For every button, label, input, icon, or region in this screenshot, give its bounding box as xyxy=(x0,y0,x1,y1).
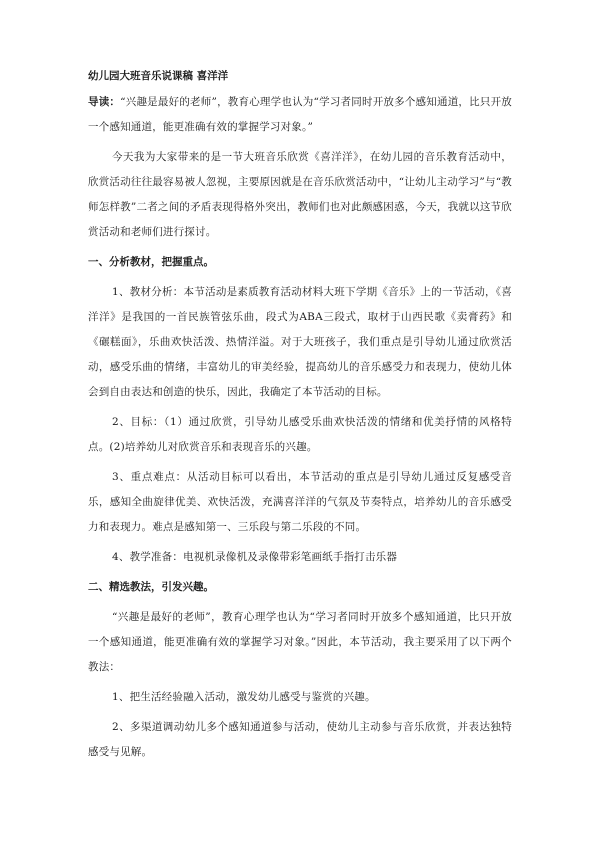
section-2-heading: 二、精选教法，引发兴趣。 xyxy=(88,581,214,593)
intro-text: “兴趣是最好的老师”，教育心理学也认为“学习者同时开放多个感知通道，比只开放一个感知通道，能更准确有效的掌握学习对象。” xyxy=(88,96,512,133)
document-title: 幼儿园大班音乐说课稿 喜洋洋 xyxy=(88,70,229,82)
section-2-paragraph-3: 2、多渠道调动幼儿多个感知通道参与活动，使幼儿主动参与音乐欣赏，并表达独特感受与见解。 xyxy=(88,721,512,758)
section-2-paragraph-1: “兴趣是最好的老师”，教育心理学也认为“学习者同时开放多个感知通道，比只开放一个感知通道，能更准确有效的掌握学习对象。”因此，本节活动，我主要采用了以下两个教法： xyxy=(88,611,512,673)
section-2-paragraph-2: 1、把生活经验融入活动，激发幼儿感受与鉴赏的兴趣。 xyxy=(112,691,376,703)
intro-paragraph-2: 今天我为大家带来的是一节大班音乐欣赏《喜洋洋》，在幼儿园的音乐教育活动中，欣赏活动往往最容易被人忽视，主要原因就是在音乐欣赏活动中，“让幼儿主动学习”与“教师怎样教”二者之间的矛盾表现得格外突出，教师们也对此颇感困惑，今天，我就以这节欣赏活动和老师们进行探讨。 xyxy=(88,151,512,238)
section-1-heading: 一、分析教材，把握重点。 xyxy=(88,256,214,268)
intro-label: 导读： xyxy=(88,96,121,108)
section-1-paragraph-1: 1、教材分析：本节活动是素质教育活动材料大班下学期《音乐》上的一节活动，《喜洋洋》是我国的一首民族管弦乐曲，段式为ABA三段式，取材于山西民歌《卖膏药》和《碾糕面》，乐曲欢快活泼、热情洋溢。对于大班孩子，我们重点是引导幼儿通过欣赏活动，感受乐曲的情绪，丰富幼儿的审美经验，提高幼儿的音乐感受力和表现力，使幼儿体会到自由表达和创造的快乐，因此，我确定了本节活动的目标。 xyxy=(88,286,512,398)
intro-paragraph xyxy=(88,90,512,140)
section-1-paragraph-2: 2、目标：（1）通过欣赏，引导幼儿感受乐曲欢快活泼的情绪和优美抒情的风格特点。(2)培养幼儿对欣赏音乐和表现音乐的兴趣。 xyxy=(88,416,512,453)
section-1-paragraph-3: 3、重点难点：从活动目标可以看出，本节活动的重点是引导幼儿通过反复感受音乐，感知全曲旋律优美、欢快活泼，充满喜洋洋的气氛及节奏特点，培养幼儿的音乐感受力和表现力。难点是感知第一、三乐段与第二乐段的不同。 xyxy=(88,471,512,533)
section-1-paragraph-4: 4、教学准备：电视机录像机及录像带彩笔画纸手指打击乐器 xyxy=(112,551,398,563)
document-page xyxy=(88,66,512,770)
